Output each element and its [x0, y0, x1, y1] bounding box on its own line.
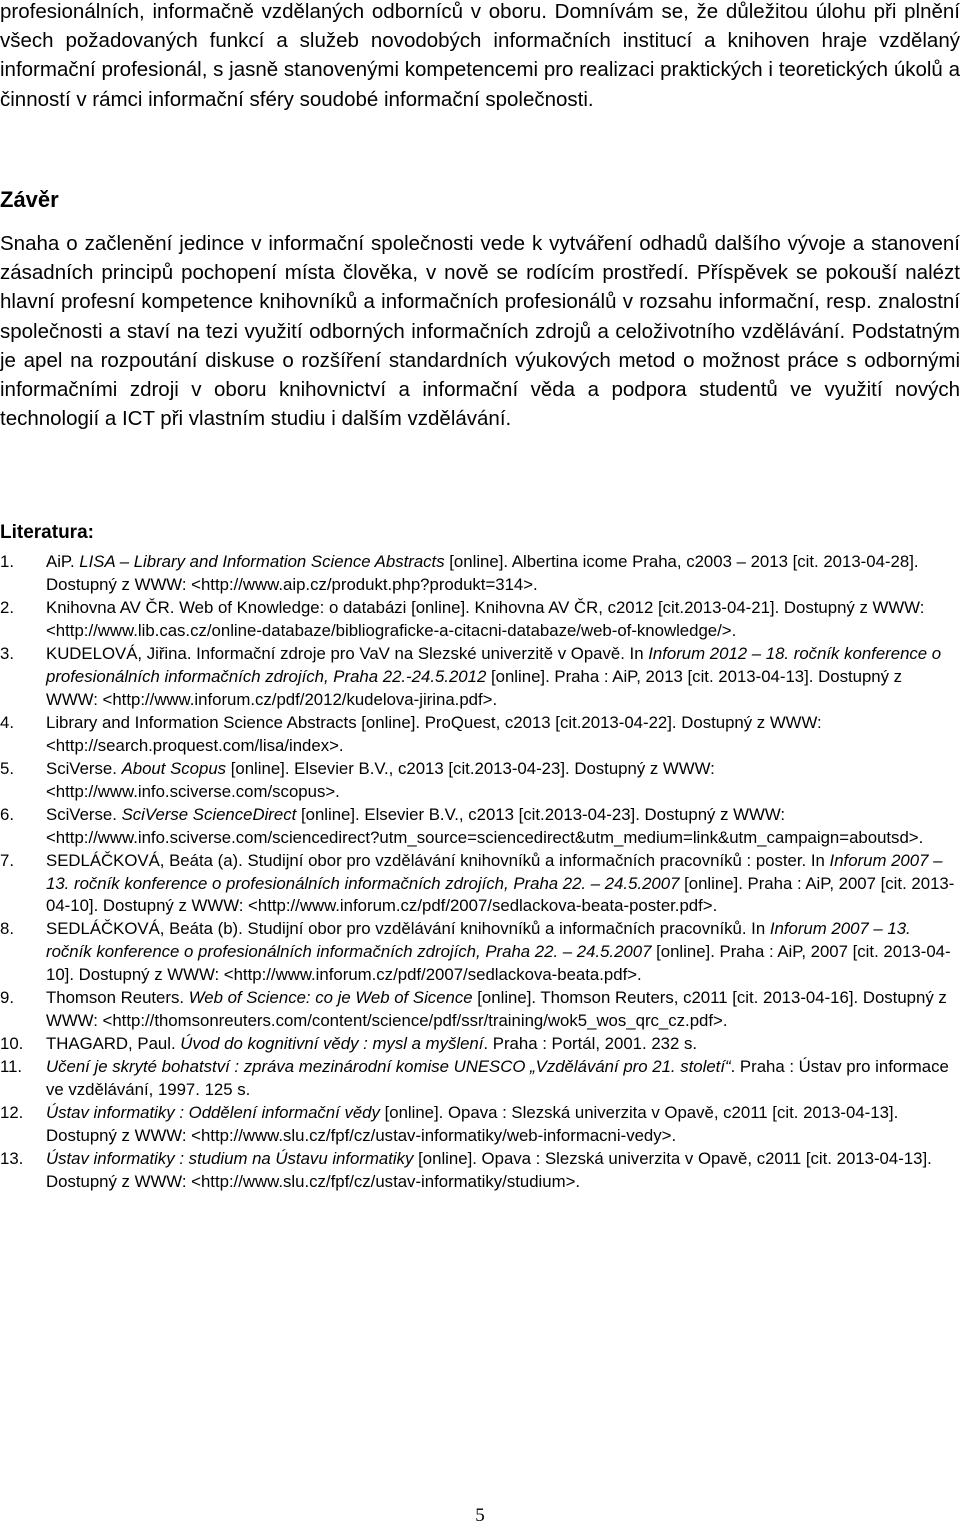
- reference-segment: [online]. Opava : Slezská univerzita v Opavě, c2011 [cit. 2013-04-13]. Dostupný z WWW: <http://www.slu.cz/fpf/cz/ustav-informatiky/studium>.: [46, 1149, 932, 1192]
- reference-title: Inforum 2007 – 13. ročník konference o profesionálních informačních zdrojích, Praha 22. – 24.5.2007: [46, 850, 943, 893]
- conclusion-heading: Závěr: [0, 187, 59, 212]
- reference-item: [0, 987, 958, 1033]
- reference-title: Inforum 2007 – 13. ročník konference o profesionálních informačních zdrojích, Praha 22. – 24.5.2007: [46, 919, 911, 962]
- reference-text: [46, 850, 958, 918]
- reference-title: Ústav informatiky : studium na Ústavu informatiky: [46, 1149, 414, 1169]
- reference-item: [0, 597, 958, 643]
- reference-number: 4.: [0, 712, 14, 732]
- reference-number: 12.: [0, 1103, 24, 1123]
- reference-segment: AiP.: [46, 552, 80, 571]
- intro-paragraph: profesionálních, informačně vzdělaných odborníců v oboru. Domnívám se, že důležitou úlohu při plnění všech požadovaných funkcí a služeb novodobých informačních institucí a knihoven hraje vzdělaný informační profesionál, s jasně stanovenými kompetencemi pro realizaci praktických i teoretických úkolů a činností v rámci informační sféry soudobé informační společnosti.: [0, 0, 960, 111]
- reference-number: 3.: [0, 643, 14, 663]
- reference-text: [46, 758, 958, 804]
- literature-heading: Literatura:: [0, 522, 94, 543]
- reference-text: [46, 987, 958, 1033]
- reference-segment: [online]. Praha : AiP, 2007 [cit. 2013-04-10]. Dostupný z WWW: <http://www.inforum.cz/pdf/2007/sedlackova-beata-poster.pdf>.: [46, 873, 955, 916]
- reference-item: [0, 1102, 958, 1148]
- reference-text: [46, 551, 958, 597]
- reference-segment: Library and Information Science Abstracts [online]. ProQuest, c2013 [cit.2013-04-22]. Dostupný z WWW: <http://search.proquest.com/lisa/index>.: [46, 712, 822, 755]
- reference-number: 6.: [0, 804, 14, 824]
- page-number: 5: [475, 1505, 485, 1526]
- reference-segment: SciVerse.: [46, 758, 122, 778]
- reference-title: Učení je skryté bohatství : zpráva mezinárodní komise UNESCO „Vzdělávání pro 21. století“: [46, 1057, 731, 1077]
- reference-segment: SEDLÁČKOVÁ, Beáta (b). Studijní obor pro vzdělávání knihovníků a informačních pracovníků. In: [46, 919, 770, 939]
- reference-title: Úvod do kognitivní vědy : mysl a myšlení: [180, 1034, 484, 1054]
- reference-text: [46, 1056, 958, 1102]
- reference-segment: Thomson Reuters.: [46, 988, 189, 1008]
- reference-segment: [online]. Elsevier B.V., c2013 [cit.2013-04-23]. Dostupný z WWW: <http://www.info.sciverse.com/sciencedirect?utm_source=sciencedirect&utm_medium=link&utm_campaign=aboutsd>.: [46, 804, 924, 847]
- reference-item: [0, 712, 958, 758]
- reference-segment: [online]. Praha : AiP, 2013 [cit. 2013-04-13]. Dostupný z WWW: <http://www.inforum.cz/pdf/2012/kudelova-jirina.pdf>.: [46, 666, 903, 709]
- reference-segment: [online]. Praha : AiP, 2007 [cit. 2013-04-10]. Dostupný z WWW: <http://www.inforum.cz/pdf/2007/sedlackova-beata.pdf>.: [46, 942, 951, 985]
- reference-segment: SEDLÁČKOVÁ, Beáta (a). Studijní obor pro vzdělávání knihovníků a informačních pracovníků : poster. In: [46, 850, 830, 870]
- reference-segment: KUDELOVÁ, Jiřina. Informační zdroje pro VaV na Slezské univerzitě v Opavě. In: [46, 643, 649, 663]
- reference-item: [0, 1056, 958, 1102]
- reference-text: [46, 1102, 958, 1148]
- reference-number: 11.: [0, 1057, 23, 1077]
- reference-segment: [online]. Thomson Reuters, c2011 [cit. 2013-04-16]. Dostupný z WWW: <http://thomsonreuters.com/content/science/pdf/ssr/training/wok5_wos_qrc_cz.pdf>.: [46, 988, 947, 1031]
- conclusion-paragraph: Snaha o začlenění jedince v informační společnosti vede k vytváření odhadů dalšího vývoje a stanovení zásadních principů pochopení místa člověka, v nově se rodícím prostředí. Příspěvek se pokouší nalézt hlavní profesní kompetence knihovníků a informačních profesionálů v rozsahu informační, resp. znalostní společnosti a staví na tezi využití odborných informačních zdrojů a celoživotního vzdělávání. Podstatným je apel na rozpoutání diskuse o rozšíření standardních výukových metod o možnost práce s odbornými informačními zdroji v oboru knihovnictví a informační věda a podpora studentů ve využití nových technologií a ICT při vlastním studiu i dalším vzdělávání.: [0, 232, 960, 431]
- reference-segment: [online]. Albertina icome Praha, c2003 – 2013 [cit. 2013-04-28]. Dostupný z WWW: <http://www.aip.cz/produkt.php?produkt=314>.: [46, 552, 919, 594]
- reference-title: About Scopus: [121, 758, 227, 778]
- reference-segment: SciVerse.: [46, 804, 122, 824]
- reference-text: [46, 597, 958, 643]
- reference-item: [0, 643, 958, 711]
- reference-segment: . Praha : Portál, 2001. 232 s.: [483, 1034, 698, 1054]
- reference-text: [46, 643, 958, 711]
- reference-text: [46, 1148, 958, 1194]
- reference-number: 10.: [0, 1034, 24, 1054]
- reference-list: [0, 551, 958, 1194]
- reference-number: 9.: [0, 988, 14, 1008]
- reference-title: Ústav informatiky : Oddělení informační vědy: [46, 1103, 380, 1123]
- reference-segment: Knihovna AV ČR. Web of Knowledge: o databázi [online]. Knihovna AV ČR, c2012 [cit.2013-04-21]. Dostupný z WWW: <http://www.lib.cas.cz/online-databaze/bibliograficke-a-citacni-databaze/web-of-knowledge/>.: [46, 597, 925, 640]
- reference-item: [0, 850, 958, 918]
- reference-number: 13.: [0, 1149, 24, 1169]
- reference-item: [0, 804, 958, 850]
- reference-text: [46, 918, 958, 986]
- reference-title: SciVerse ScienceDirect: [121, 804, 297, 824]
- reference-text: [46, 804, 958, 850]
- reference-segment: . Praha : Ústav pro informace ve vzdělávání, 1997. 125 s.: [46, 1057, 949, 1100]
- reference-text: [46, 1033, 958, 1056]
- reference-title: LISA – Library and Information Science Abstracts: [79, 552, 445, 571]
- reference-text: [46, 712, 958, 758]
- reference-segment: [online]. Elsevier B.V., c2013 [cit.2013-04-23]. Dostupný z WWW: <http://www.info.sciverse.com/scopus>.: [46, 758, 715, 801]
- reference-title: Web of Science: co je Web of Sicence: [188, 988, 473, 1008]
- reference-item: [0, 758, 958, 804]
- reference-item: [0, 918, 958, 986]
- reference-number: 8.: [0, 919, 14, 939]
- reference-number: 7.: [0, 850, 14, 870]
- reference-item: [0, 551, 958, 597]
- reference-segment: THAGARD, Paul.: [46, 1034, 181, 1054]
- reference-item: [0, 1033, 958, 1056]
- reference-segment: [online]. Opava : Slezská univerzita v Opavě, c2011 [cit. 2013-04-13]. Dostupný z WWW: <http://www.slu.cz/fpf/cz/ustav-informatiky/web-informacni-vedy>.: [46, 1103, 899, 1146]
- reference-number: 2.: [0, 597, 14, 617]
- reference-number: 1.: [0, 552, 14, 571]
- reference-item: [0, 1148, 958, 1194]
- reference-number: 5.: [0, 758, 14, 778]
- reference-title: Inforum 2012 – 18. ročník konference o profesionálních informačních zdrojích, Praha 22.-24.5.2012: [46, 643, 942, 686]
